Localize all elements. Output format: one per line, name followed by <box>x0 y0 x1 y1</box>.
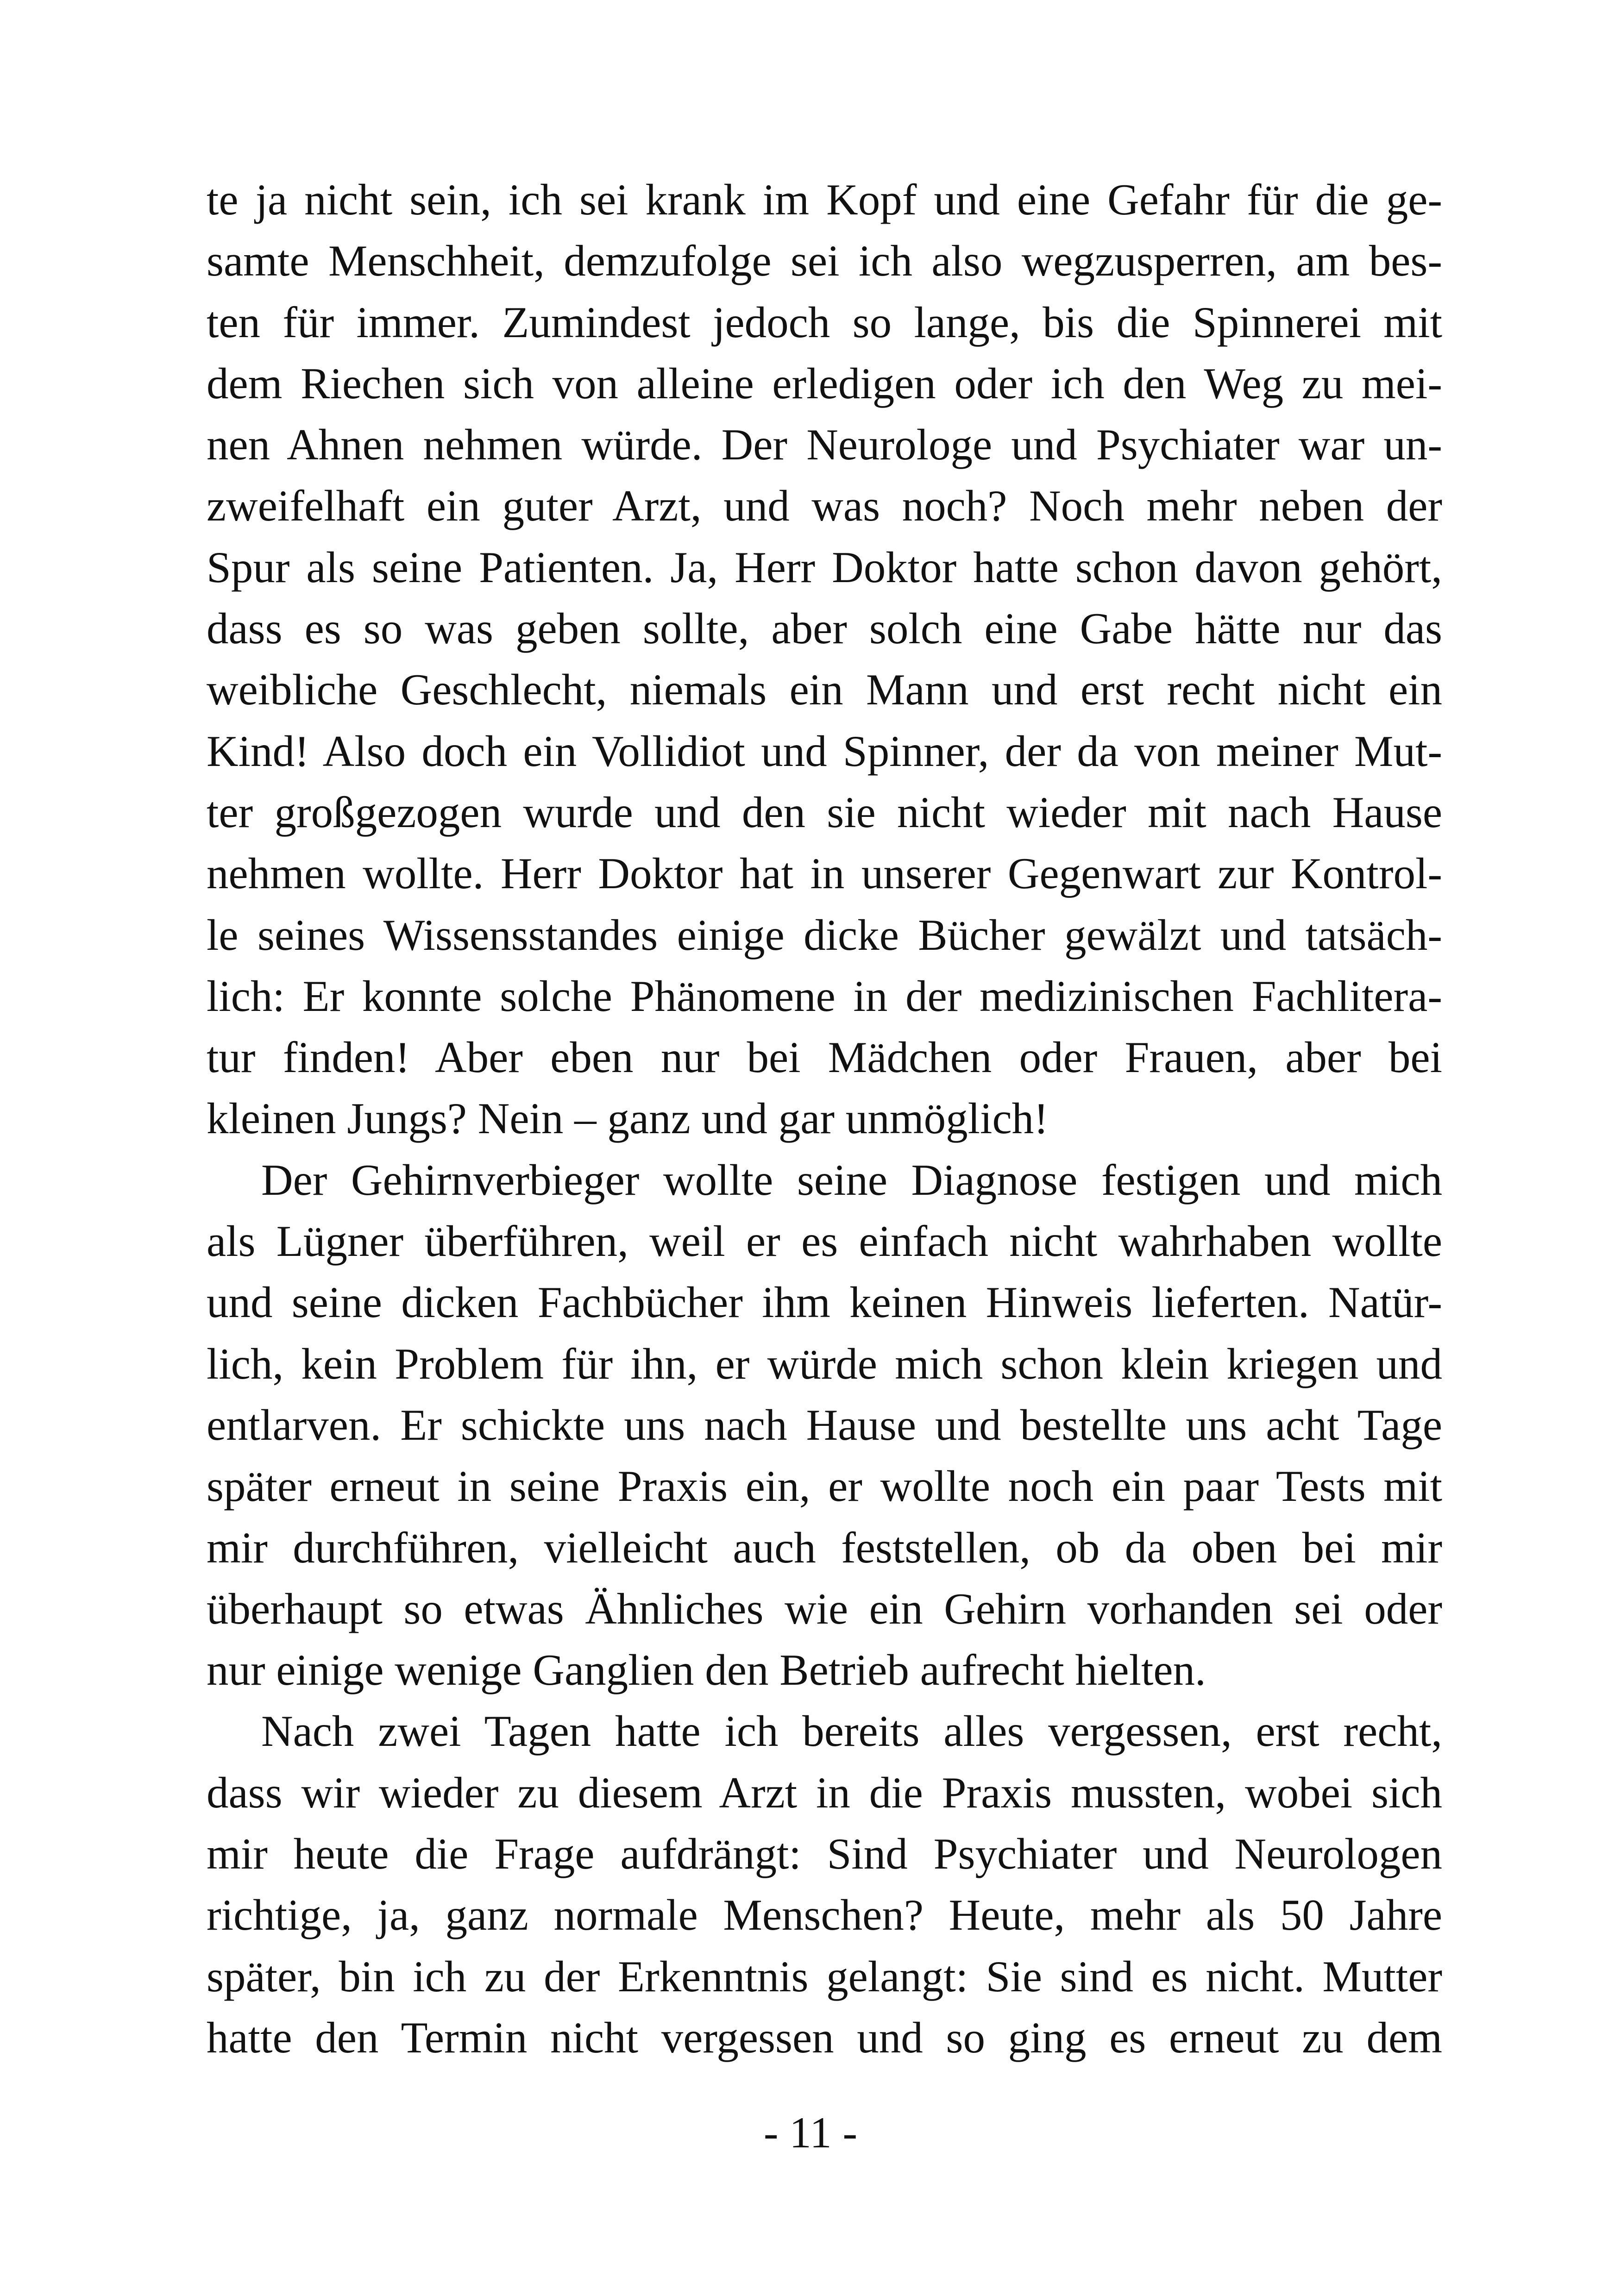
paragraph-2 <box>207 1149 1442 1701</box>
text-line: überhaupt so etwas Ähnliches wie ein Gehirn vorhanden sei oder <box>207 1584 1442 1633</box>
text-line: ten für immer. Zumindest jedoch so lange, bis die Spinnerei mit <box>207 297 1442 347</box>
text-line: Der Gehirnverbieger wollte seine Diagnose festigen und mich <box>261 1155 1442 1204</box>
paragraph-1 <box>207 169 1442 1149</box>
text-line: lich: Er konnte solche Phänomene in der medizinischen Fachlitera- <box>207 971 1442 1021</box>
text-line: hatte den Termin nicht vergessen und so ging es erneut zu dem <box>207 2013 1442 2062</box>
text-line: weibliche Geschlecht, niemals ein Mann und erst recht nicht ein <box>207 665 1442 715</box>
text-line: Spur als seine Patienten. Ja, Herr Doktor hatte schon davon gehört, <box>207 542 1442 592</box>
text-line: kleinen Jungs? Nein – ganz und gar unmöglich! <box>207 1094 1049 1143</box>
text-line: nen Ahnen nehmen würde. Der Neurologe und Psychiater war un- <box>207 420 1442 470</box>
text-line: dass es so was geben sollte, aber solch eine Gabe hätte nur das <box>207 604 1442 653</box>
text-line: später, bin ich zu der Erkenntnis gelangt: Sie sind es nicht. Mutter <box>207 1951 1442 2001</box>
text-line: samte Menschheit, demzufolge sei ich also wegzusperren, am bes- <box>207 236 1442 286</box>
page-number: - 11 - <box>763 2108 858 2157</box>
text-line: Nach zwei Tagen hatte ich bereits alles vergessen, erst recht, <box>261 1706 1442 1756</box>
text-line: zweifelhaft ein guter Arzt, und was noch? Noch mehr neben der <box>207 481 1442 531</box>
text-line: lich, kein Problem für ihn, er würde mich schon klein kriegen und <box>207 1339 1442 1388</box>
text-line: dass wir wieder zu diesem Arzt in die Praxis mussten, wobei sich <box>207 1768 1442 1817</box>
text-line: nehmen wollte. Herr Doktor hat in unserer Gegenwart zur Kontrol- <box>207 849 1442 898</box>
text-line: nur einige wenige Ganglien den Betrieb aufrecht hielten. <box>207 1645 1206 1695</box>
text-line: mir durchführen, vielleicht auch feststellen, ob da oben bei mir <box>207 1523 1442 1572</box>
text-line: Kind! Also doch ein Vollidiot und Spinner, der da von meiner Mut- <box>207 726 1442 776</box>
text-line: te ja nicht sein, ich sei krank im Kopf und eine Gefahr für die ge- <box>207 175 1442 224</box>
text-line: dem Riechen sich von alleine erledigen oder ich den Weg zu mei- <box>207 358 1442 408</box>
paragraph-3 <box>207 1700 1442 2068</box>
text-line: mir heute die Frage aufdrängt: Sind Psychiater und Neurologen <box>207 1829 1442 1879</box>
text-line: später erneut in seine Praxis ein, er wollte noch ein paar Tests mit <box>207 1462 1442 1511</box>
text-line: tur finden! Aber eben nur bei Mädchen oder Frauen, aber bei <box>207 1033 1442 1082</box>
text-line: le seines Wissensstandes einige dicke Bücher gewälzt und tatsäch- <box>207 910 1442 960</box>
text-line: ter großgezogen wurde und den sie nicht wieder mit nach Hause <box>207 787 1442 837</box>
text-line: als Lügner überführen, weil er es einfach nicht wahrhaben wollte <box>207 1217 1442 1266</box>
text-line: entlarven. Er schickte uns nach Hause und bestellte uns acht Tage <box>207 1400 1442 1449</box>
body-text <box>207 169 1442 2068</box>
text-line: richtige, ja, ganz normale Menschen? Heute, mehr als 50 Jahre <box>207 1890 1442 1940</box>
text-line: und seine dicken Fachbücher ihm keinen Hinweis lieferten. Natür- <box>207 1278 1442 1327</box>
